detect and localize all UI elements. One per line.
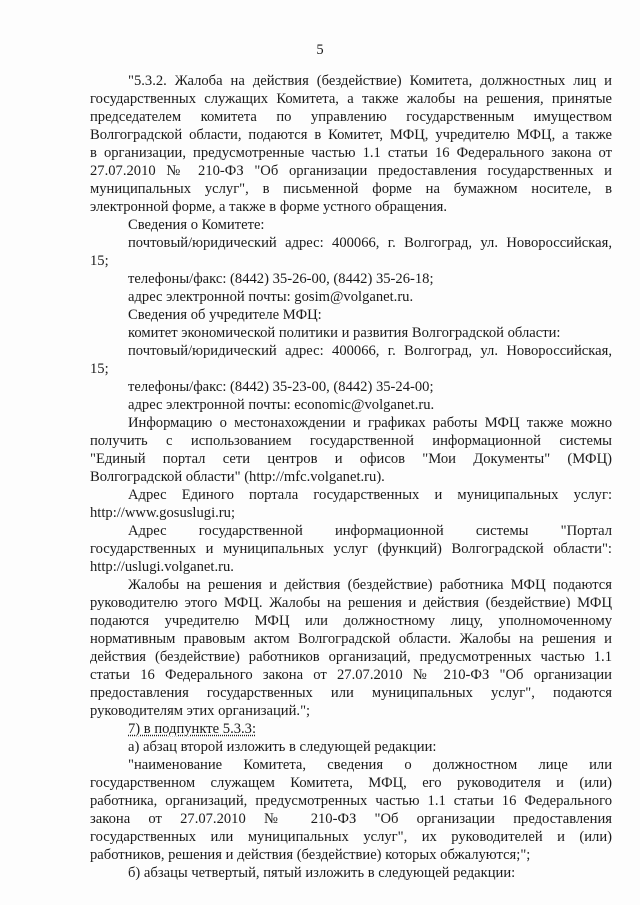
text-line: закона от 27.07.2010 № 210-ФЗ "Об организации предоставления (90, 811, 612, 827)
text-line: работников, решения и действия (бездействие) которых обжалуются;"; (90, 847, 531, 863)
text-line: работника, организаций, предусмотренных частью 1.1 статьи 16 Федерального (90, 793, 612, 809)
text-line: статьи 16 Федерального закона от 27.07.2010 № 210-ФЗ "Об организации (90, 667, 612, 683)
text-line: 15; (90, 361, 109, 377)
text-line: Волгоградской области, подаются в Комитет, МФЦ, учредителю МФЦ, а также (90, 127, 612, 143)
text-line: государственных и муниципальных услуг (функций) Волгоградской области": (90, 541, 612, 557)
text-line: государственных или муниципальных услуг", их руководителей и (или) (90, 829, 612, 845)
text-line: адрес электронной почты: economic@volganet.ru. (128, 397, 435, 413)
text-line: Волгоградской области" (http://mfc.volganet.ru). (90, 469, 385, 485)
text-line: телефоны/факс: (8442) 35-26-00, (8442) 35-26-18; (128, 271, 434, 287)
text-line: руководителю этого МФЦ. Жалобы на решения и действия (бездействие) МФЦ (90, 595, 612, 611)
text-line: Жалобы на решения и действия (бездействие) работника МФЦ подаются (128, 577, 612, 593)
text-line: комитет экономической политики и развития Волгоградской области: (128, 325, 561, 341)
text-line: "Единый портал сети центров и офисов "Мои Документы" (МФЦ) (90, 451, 612, 467)
text-line: подаются учредителю МФЦ или должностному лицу, уполномоченному (90, 613, 612, 629)
text-line: http://www.gosuslugi.ru; (90, 505, 235, 521)
text-line: почтовый/юридический адрес: 400066, г. Волгоград, ул. Новороссийская, (128, 235, 612, 251)
text-line: Сведения о Комитете: (128, 217, 265, 233)
text-line: "5.3.2. Жалоба на действия (бездействие) Комитета, должностных лиц и (128, 73, 612, 89)
text-line: действия (бездействие) работников организаций, предусмотренных частью 1.1 (90, 649, 612, 665)
text-line: нормативным правовым актом Волгоградской области. Жалобы на решения и (90, 631, 612, 647)
text-line: а) абзац второй изложить в следующей редакции: (128, 739, 437, 755)
text-line: Информацию о местонахождении и графиках работы МФЦ также можно (128, 415, 612, 431)
text-line: 27.07.2010 № 210-ФЗ "Об организации предоставления государственных и (90, 163, 612, 179)
text-line: http://uslugi.volganet.ru. (90, 559, 234, 575)
text-line: получить с использованием государственной информационной системы (90, 433, 612, 449)
text-line: б) абзацы четвертый, пятый изложить в следующей редакции: (128, 865, 516, 881)
text-line: почтовый/юридический адрес: 400066, г. Волгоград, ул. Новороссийская, (128, 343, 612, 359)
text-line: Адрес Единого портала государственных и муниципальных услуг: (128, 487, 612, 503)
text-line: адрес электронной почты: gosim@volganet.ru. (128, 289, 414, 305)
text-line: государственном служащем Комитета, МФЦ, его руководителя и (или) (90, 775, 612, 791)
text-line: Сведения об учредителе МФЦ: (128, 307, 322, 323)
text-line: "наименование Комитета, сведения о должностном лице или (128, 757, 612, 773)
page-number: 5 (316, 42, 324, 58)
text-line: руководителям этих организаций."; (90, 703, 311, 719)
text-line: телефоны/факс: (8442) 35-23-00, (8442) 35-24-00; (128, 379, 434, 395)
text-line: 7) в подпункте 5.3.3: (128, 721, 257, 737)
text-line: муниципальных услуг", в письменной форме на бумажном носителе, в (90, 181, 612, 197)
text-line: 15; (90, 253, 109, 269)
text-line: предоставления государственных или муниципальных услуг", подаются (90, 685, 612, 701)
text-line: председателем комитета по управлению государственным имуществом (90, 109, 612, 125)
text-line: государственных служащих Комитета, а также жалобы на решения, принятые (90, 91, 612, 107)
text-line: электронной форме, а также в форме устного обращения. (90, 199, 448, 215)
text-line: Адрес государственной информационной системы "Портал (128, 523, 612, 539)
text-line: в организации, предусмотренные частью 1.1 статьи 16 Федерального закона от (90, 145, 612, 161)
